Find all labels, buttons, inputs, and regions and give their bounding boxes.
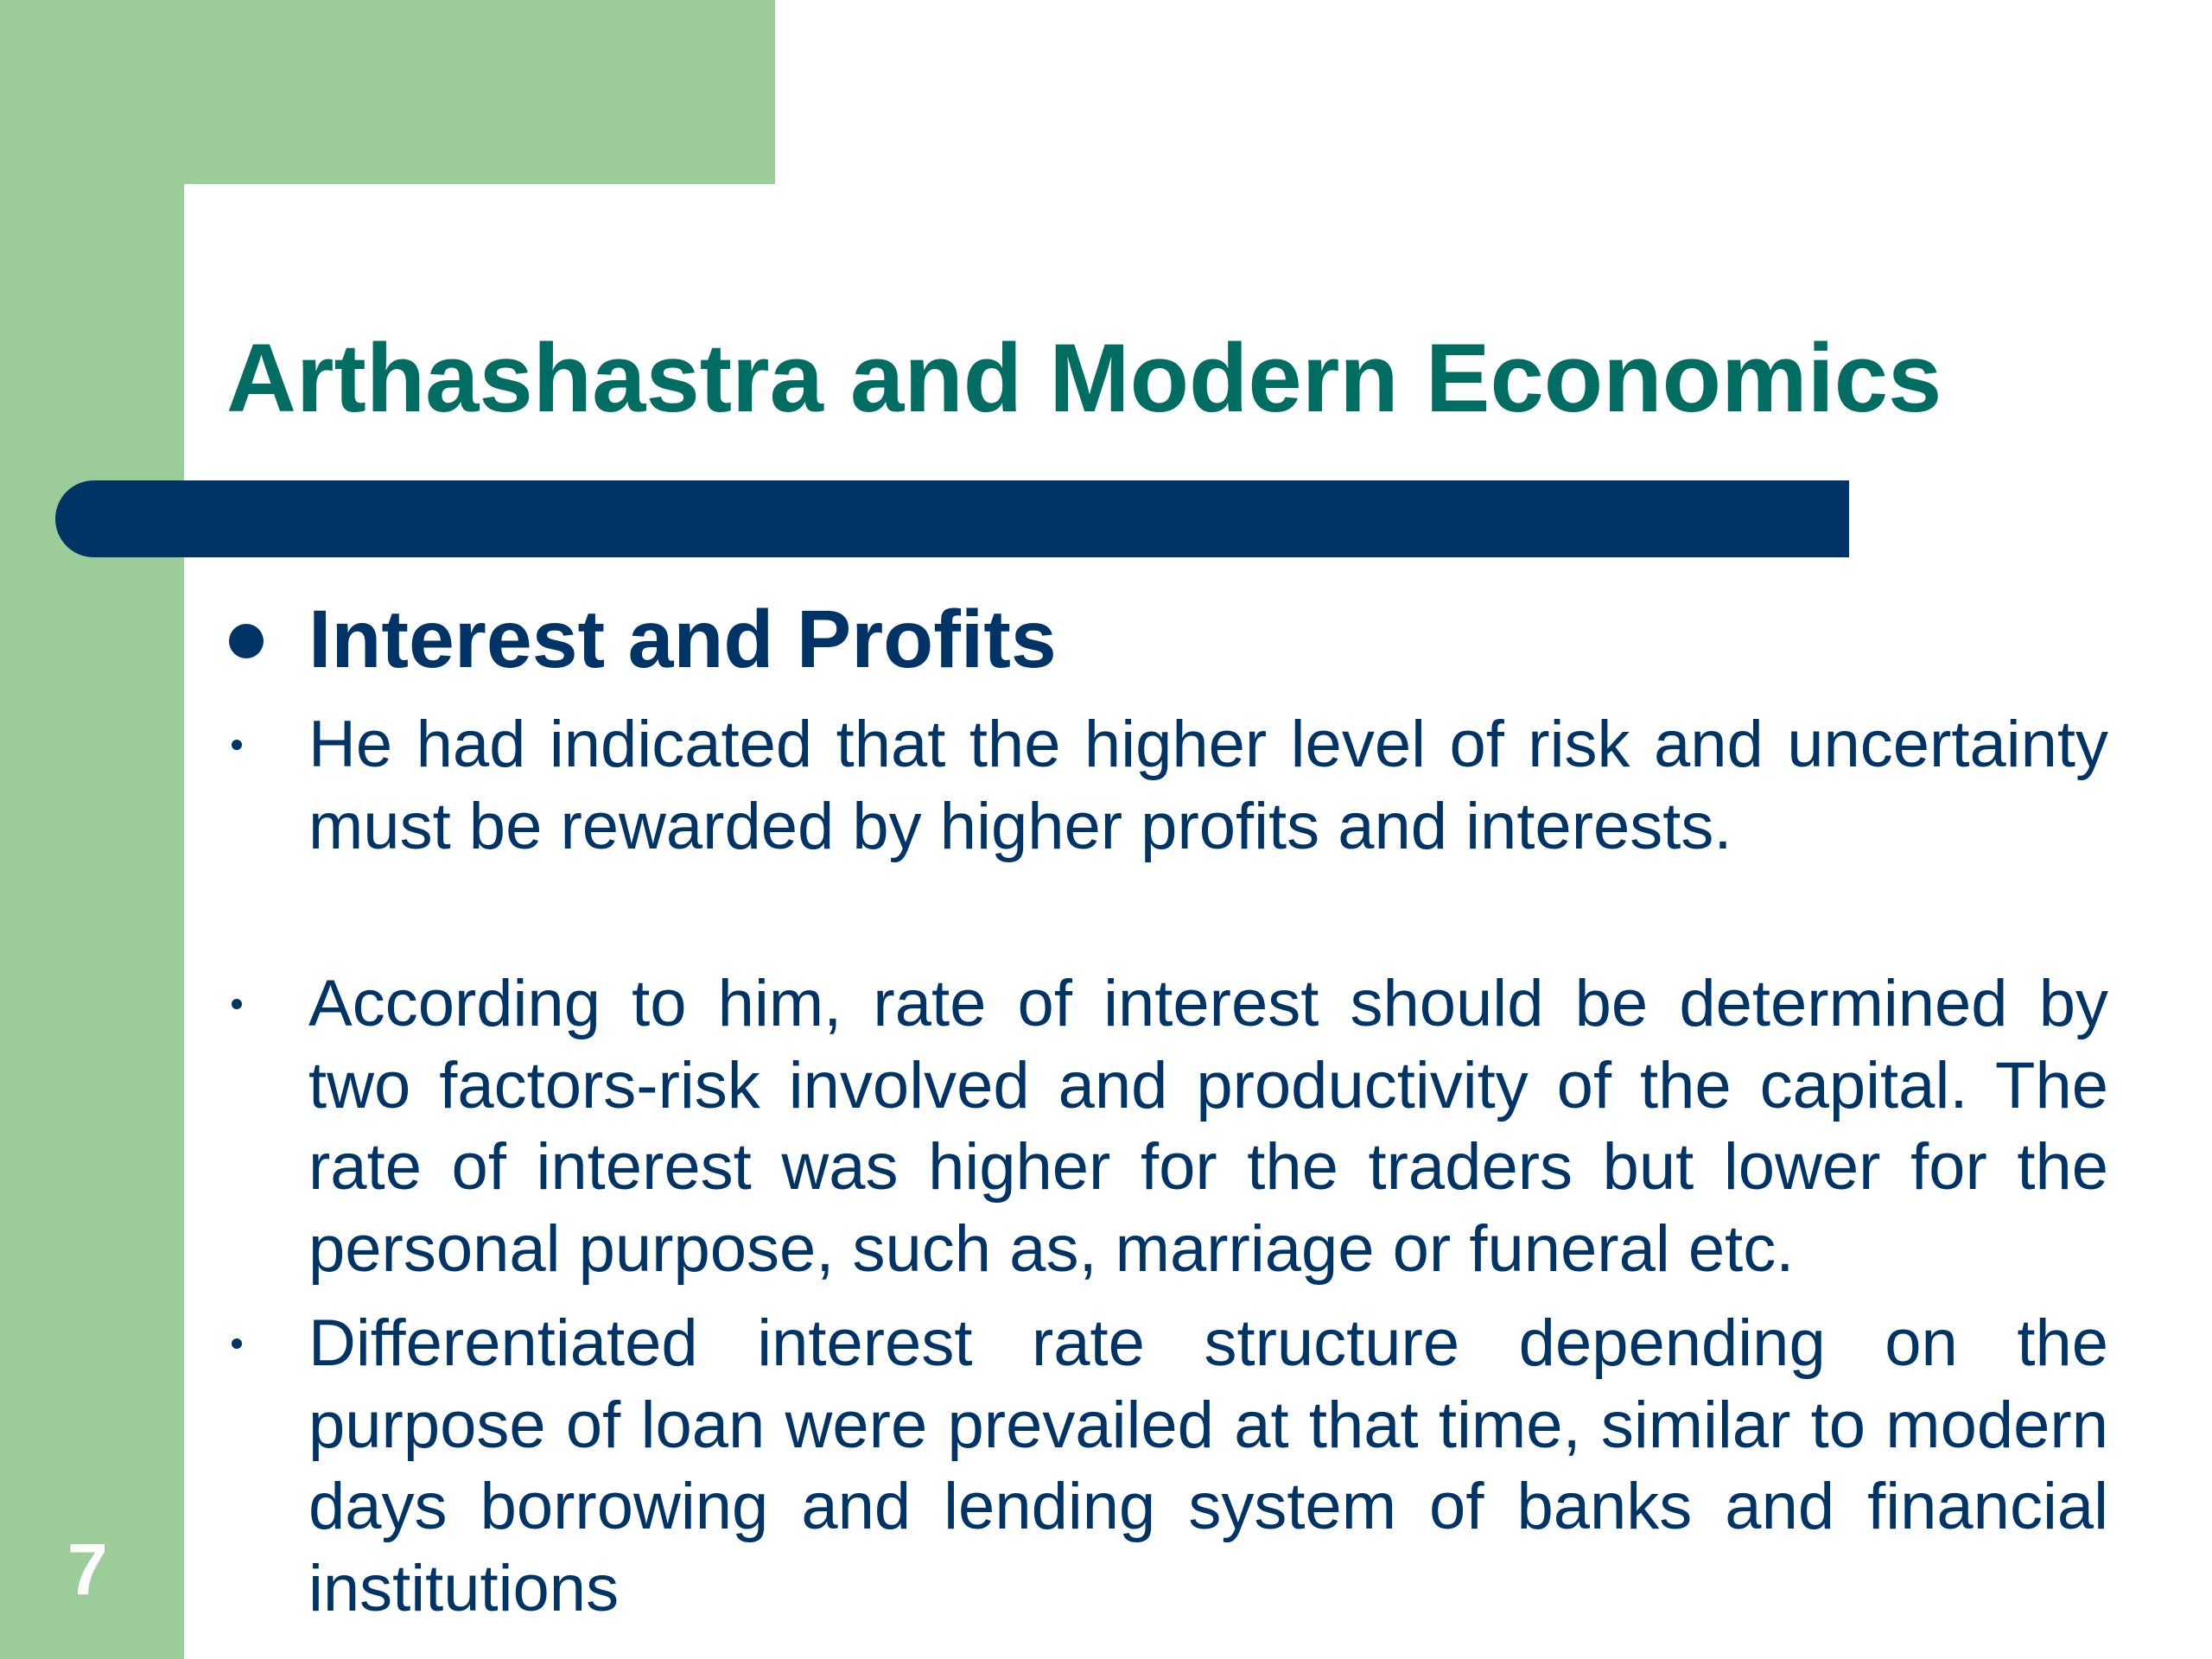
green-top-band — [0, 0, 775, 184]
list-item-text: According to him, rate of interest should be determined by two factors-risk involved and productivity of the capital. The rate of interest was higher for the traders but lower for the personal purpose, such as, marriage or funeral etc. — [308, 967, 2108, 1286]
green-sidebar — [0, 0, 184, 1659]
list-item-text: He had indicated that the higher level of risk and uncertainty must be rewarded by higher profits and interests. — [308, 708, 2108, 863]
page-number: 7 — [67, 1529, 108, 1610]
bullet-dot-icon — [232, 1338, 242, 1349]
list-item-text: Differentiated interest rate structure depending on the purpose of loan were prevailed at that time, similar to modern days borrowing and lending system of banks and financial institutions — [308, 1306, 2108, 1625]
section-heading-text: Interest and Profits — [308, 594, 1057, 685]
section-heading — [226, 588, 2110, 691]
title-divider-bar — [55, 480, 1849, 557]
bullet-dot-icon — [229, 624, 264, 658]
bullet-dot-icon — [232, 740, 242, 750]
slide-title: Arthashastra and Modern Economics — [226, 324, 1942, 432]
bullet-dot-icon — [232, 999, 242, 1009]
